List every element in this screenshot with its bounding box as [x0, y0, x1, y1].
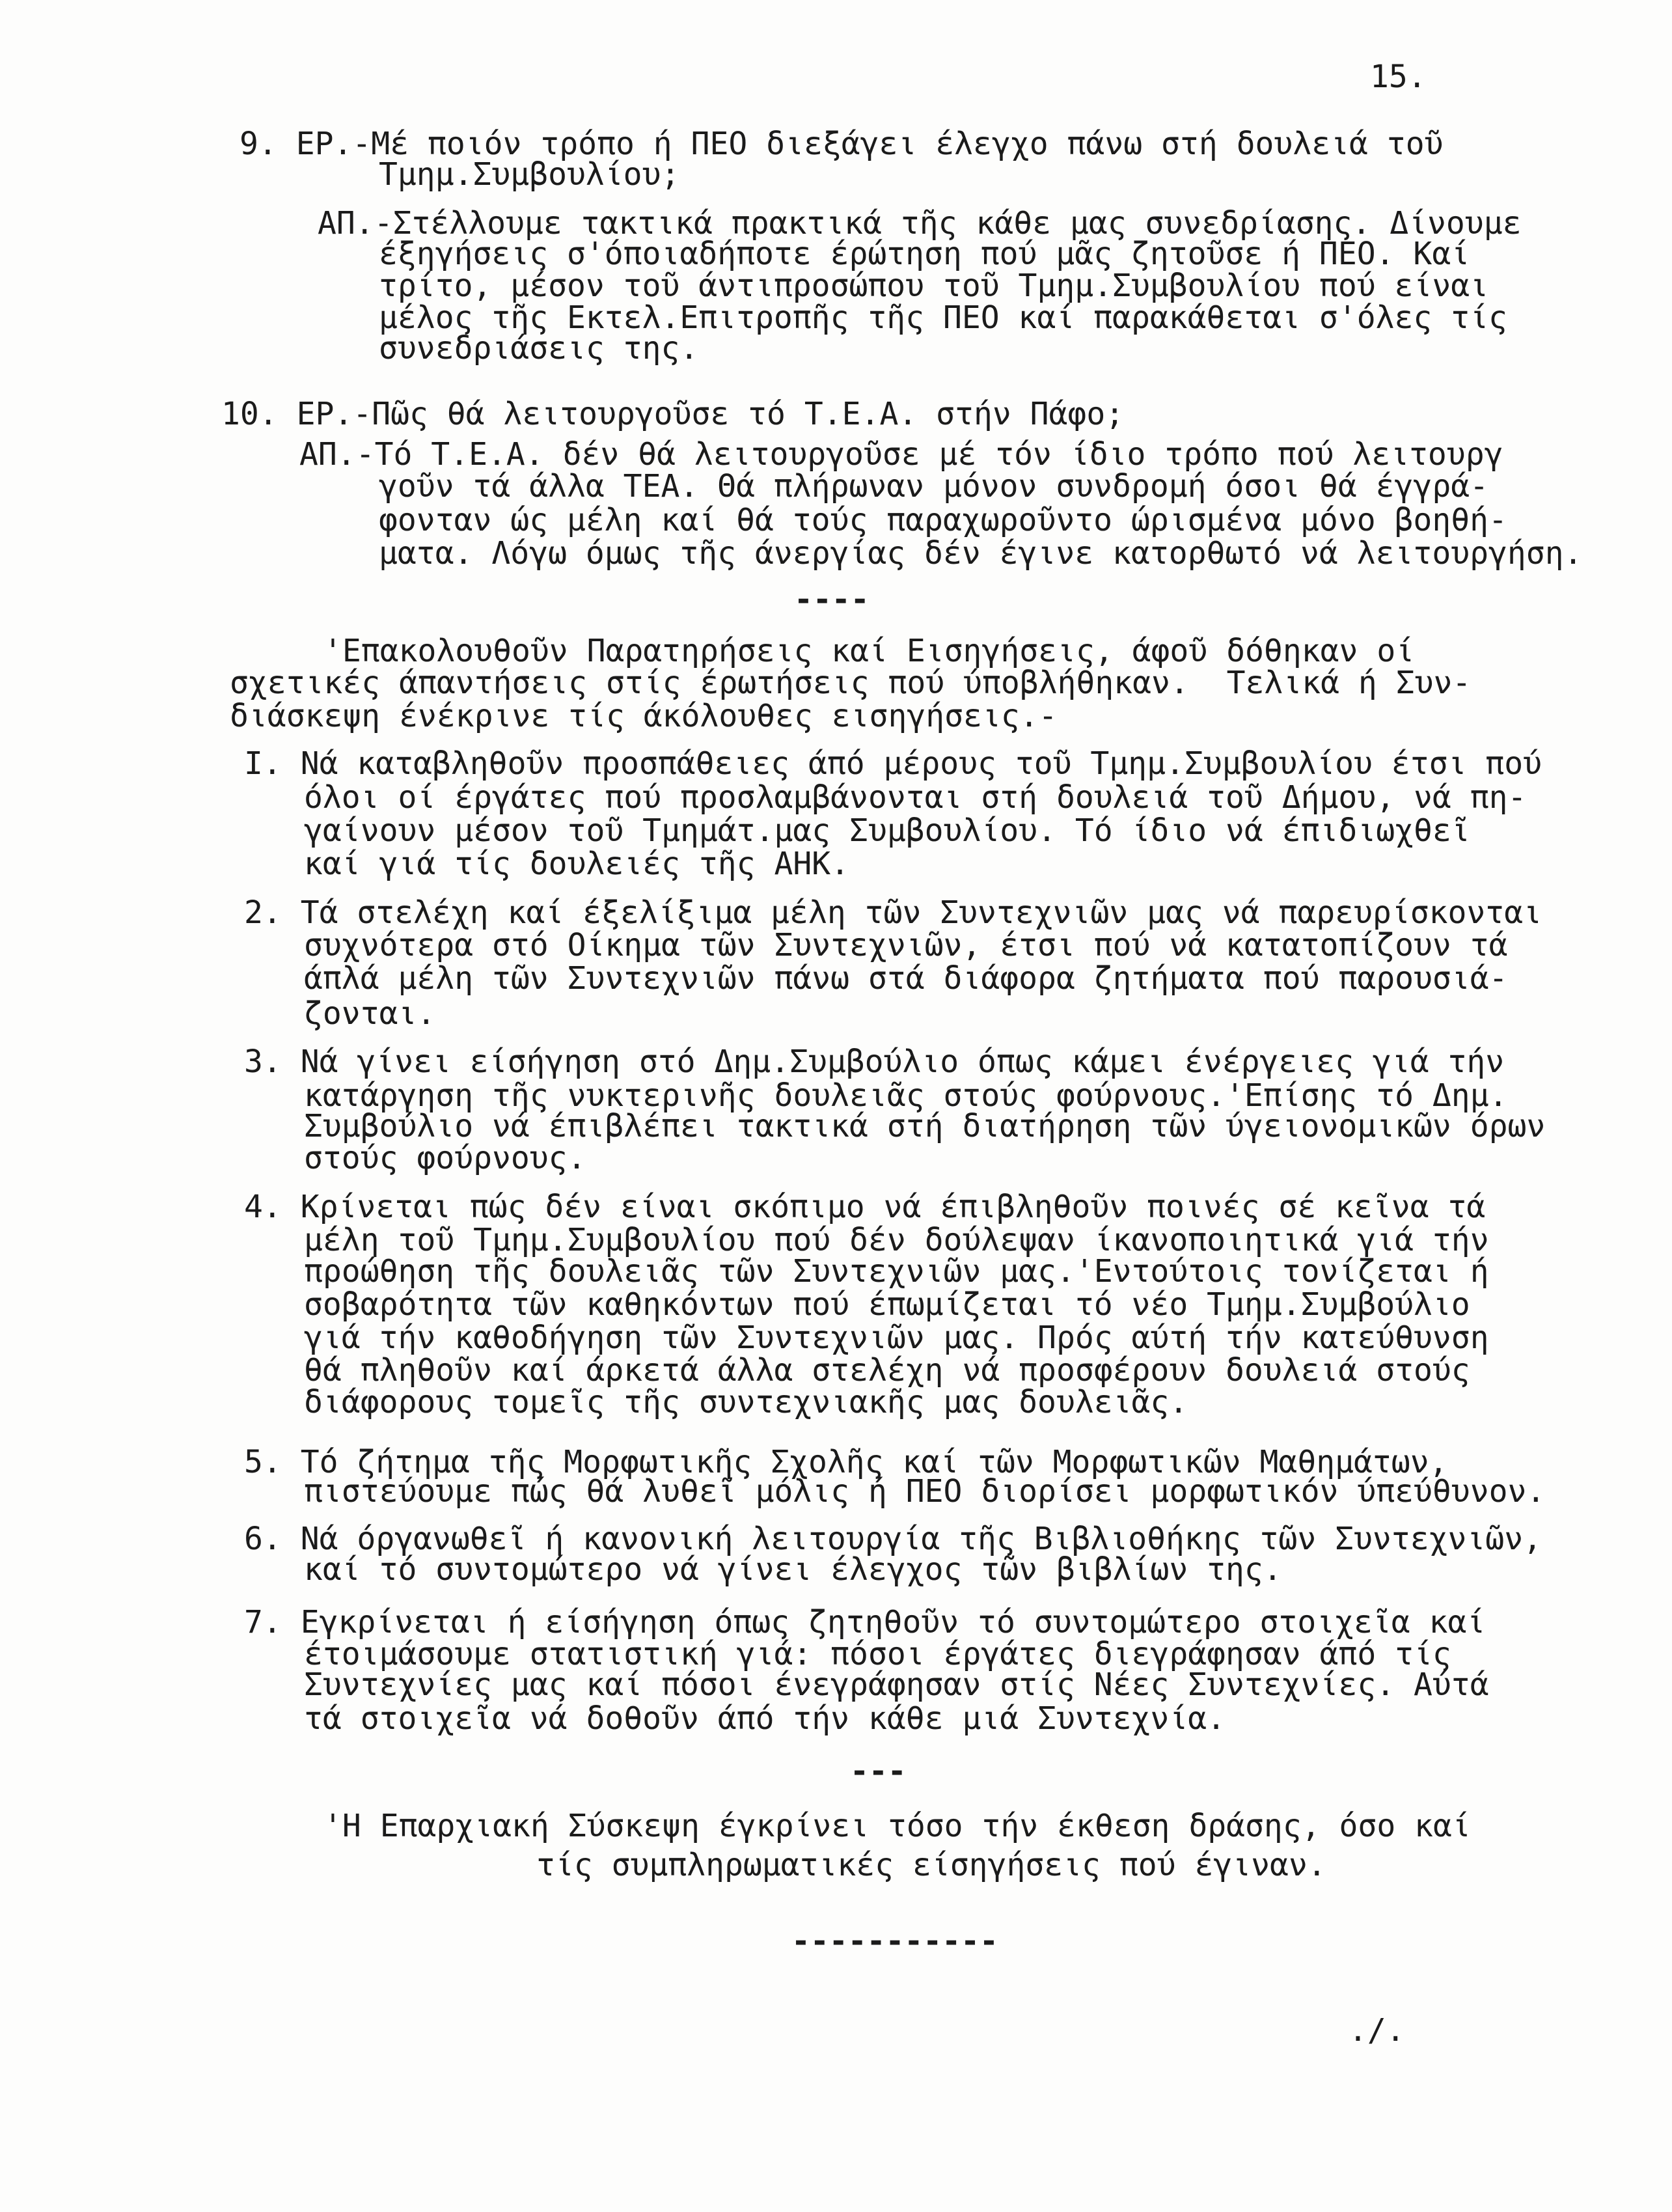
- list-item-line: θά πληθοῦν καί άρκετά άλλα στελέχη νά προσφέρουν δουλειά στούς: [304, 1352, 1470, 1389]
- list-item-line: κατάργηση τῆς νυκτερινῆς δουλειᾶς στούς φούρνους.'Επίσης τό Δημ.: [304, 1077, 1508, 1114]
- list-item-line: διάφορους τομεῖς τῆς συντεχνιακῆς μας δουλειᾶς.: [304, 1384, 1188, 1420]
- list-item-line: προώθηση τῆς δουλειᾶς τῶν Συντεχνιῶν μας.'Εντούτοις τονίζεται ή: [304, 1253, 1489, 1290]
- list-item-line: άπλά μέλη τῶν Συντεχνιῶν πάνω στά διάφορα ζητήματα πού παρουσιά-: [304, 960, 1508, 997]
- list-item-line: έτοιμάσουμε στατιστική γιά: πόσοι έργάτες διεγράφησαν άπό τίς: [304, 1636, 1451, 1672]
- continuation-mark: ./.: [1349, 2012, 1405, 2049]
- answer-line: γοῦν τά άλλα ΤΕΑ. Θά πλήρωναν μόνον συνδρομή όσοι θά έγγρά-: [379, 468, 1489, 505]
- list-item-line: πιστεύουμε πώς θά λυθεῖ μόλις ή ΠΕΟ διορίσει μορφωτικόν ύπεύθυνον.: [304, 1473, 1546, 1510]
- question-line: Τμημ.Συμβουλίου;: [379, 156, 680, 193]
- answer-line: συνεδριάσεις της.: [379, 330, 699, 366]
- list-item-line: 3. Νά γίνει είσήγηση στό Δημ.Συμβούλιο όπως κάμει ένέργειες γιά τήν: [244, 1044, 1505, 1080]
- list-item-line: 4. Κρίνεται πώς δέν είναι σκόπιμο νά έπιβληθοῦν ποινές σέ κεῖνα τά: [244, 1189, 1486, 1225]
- answer-line: φονταν ώς μέλη καί θά τούς παραχωροῦντο ώρισμένα μόνο βοηθή-: [379, 502, 1507, 538]
- list-item-line: στούς φούρνους.: [304, 1140, 586, 1176]
- list-item-line: γιά τήν καθοδήγηση τῶν Συντεχνιῶν μας. Πρός αύτή τήν κατεύθυνση: [304, 1320, 1489, 1356]
- list-item-line: ζονται.: [304, 995, 436, 1032]
- list-item-line: γαίνουν μέσον τοῦ Τμημάτ.μας Συμβουλίου. Τό ίδιο νά έπιδιωχθεῖ: [304, 812, 1470, 849]
- paragraph-line: σχετικές άπαντήσεις στίς έρωτήσεις πού ύποβλήθηκαν. Τελικά ή Συν-: [230, 665, 1472, 701]
- question-line: 10. ΕΡ.-Πῶς θά λειτουργοῦσε τό Τ.Ε.Α. στήν Πάφο;: [221, 396, 1125, 432]
- list-item-line: Συμβούλιο νά έπιβλέπει τακτικά στή διατήρηση τῶν ύγειονομικῶν όρων: [304, 1108, 1546, 1144]
- answer-line: μέλος τῆς Εκτελ.Επιτροπῆς τῆς ΠΕΟ καί παρακάθεται σ'όλες τίς: [379, 299, 1507, 336]
- list-item-line: συχνότερα στό Οίκημα τῶν Συντεχνιῶν, έτσι πού νά κατατοπίζουν τά: [304, 927, 1508, 963]
- paragraph-line: διάσκεψη ένέκρινε τίς άκόλουθες εισηγήσεις.-: [230, 698, 1058, 734]
- list-item-line: μέλη τοῦ Τμημ.Συμβουλίου πού δέν δούλεψαν ίκανοποιητικά γιά τήν: [304, 1222, 1489, 1258]
- list-item-line: καί γιά τίς δουλειές τῆς ΑΗΚ.: [304, 846, 850, 882]
- list-item-line: όλοι οί έργάτες πού προσλαμβάνονται στή δουλειά τοῦ Δήμου, νά πη-: [304, 779, 1527, 816]
- separator-dashes: ---: [850, 1753, 907, 1790]
- answer-line: ΑΠ.-Τό Τ.Ε.Α. δέν θά λειτουργοῦσε μέ τόν ίδιο τρόπο πού λειτουργ: [299, 436, 1503, 473]
- list-item-line: I. Νά καταβληθοῦν προσπάθειες άπό μέρους τοῦ Τμημ.Συμβουλίου έτσι πού: [244, 745, 1542, 782]
- separator-dashes: ----: [794, 581, 870, 618]
- list-item-line: Συντεχνίες μας καί πόσοι ένεγράφησαν στίς Νέες Συντεχνίες. Αύτά: [304, 1666, 1489, 1703]
- list-item-line: 7. Εγκρίνεται ή είσήγηση όπως ζητηθοῦν τό συντομώτερο στοιχεῖα καί: [244, 1604, 1486, 1640]
- paragraph-line: 'Επακολουθοῦν Παρατηρήσεις καί Εισηγήσεις, άφοῦ δόθηκαν οί: [323, 633, 1415, 669]
- page-number: 15.: [1370, 59, 1427, 95]
- list-item-line: 5. Τό ζήτημα τῆς Μορφωτικῆς Σχολῆς καί τῶν Μορφωτικῶν Μαθημάτων,: [244, 1444, 1448, 1480]
- answer-line: ματα. Λόγω όμως τῆς άνεργίας δέν έγινε κατορθωτό νά λειτουργήση.: [379, 535, 1583, 572]
- answer-line: ΑΠ.-Στέλλουμε τακτικά πρακτικά τῆς κάθε μας συνεδρίασης. Δίνουμε: [318, 205, 1522, 242]
- list-item-line: καί τό συντομώτερο νά γίνει έλεγχος τῶν βιβλίων της.: [304, 1551, 1282, 1588]
- question-line: 9. ΕΡ.-Μέ ποιόν τρόπο ή ΠΕΟ διεξάγει έλεγχο πάνω στή δουλειά τοῦ: [240, 126, 1444, 162]
- answer-line: τρίτο, μέσον τοῦ άντιπροσώπου τοῦ Τμημ.Συμβουλίου πού είναι: [379, 268, 1489, 304]
- list-item-line: 2. Τά στελέχη καί έξελίξιμα μέλη τῶν Συντεχνιῶν μας νά παρευρίσκονται: [244, 894, 1542, 931]
- answer-line: έξηγήσεις σ'όποιαδήποτε έρώτηση πού μᾶς ζητοῦσε ή ΠΕΟ. Καί: [379, 236, 1470, 272]
- list-item-line: σοβαρότητα τῶν καθηκόντων πού έπωμίζεται τό νέο Τμημ.Συμβούλιο: [304, 1286, 1470, 1323]
- separator-rule: -----------: [791, 1923, 998, 1959]
- paragraph-line: 'Η Επαρχιακή Σύσκεψη έγκρίνει τόσο τήν έκθεση δράσης, όσο καί: [323, 1808, 1471, 1844]
- list-item-line: 6. Νά όργανωθεῖ ή κανονική λειτουργία τῆς Βιβλιοθήκης τῶν Συντεχνιῶν,: [244, 1521, 1542, 1557]
- list-item-line: τά στοιχεῖα νά δοθοῦν άπό τήν κάθε μιά Συντεχνία.: [304, 1700, 1226, 1737]
- paragraph-line: τίς συμπληρωματικές είσηγήσεις πού έγιναν.: [536, 1847, 1326, 1883]
